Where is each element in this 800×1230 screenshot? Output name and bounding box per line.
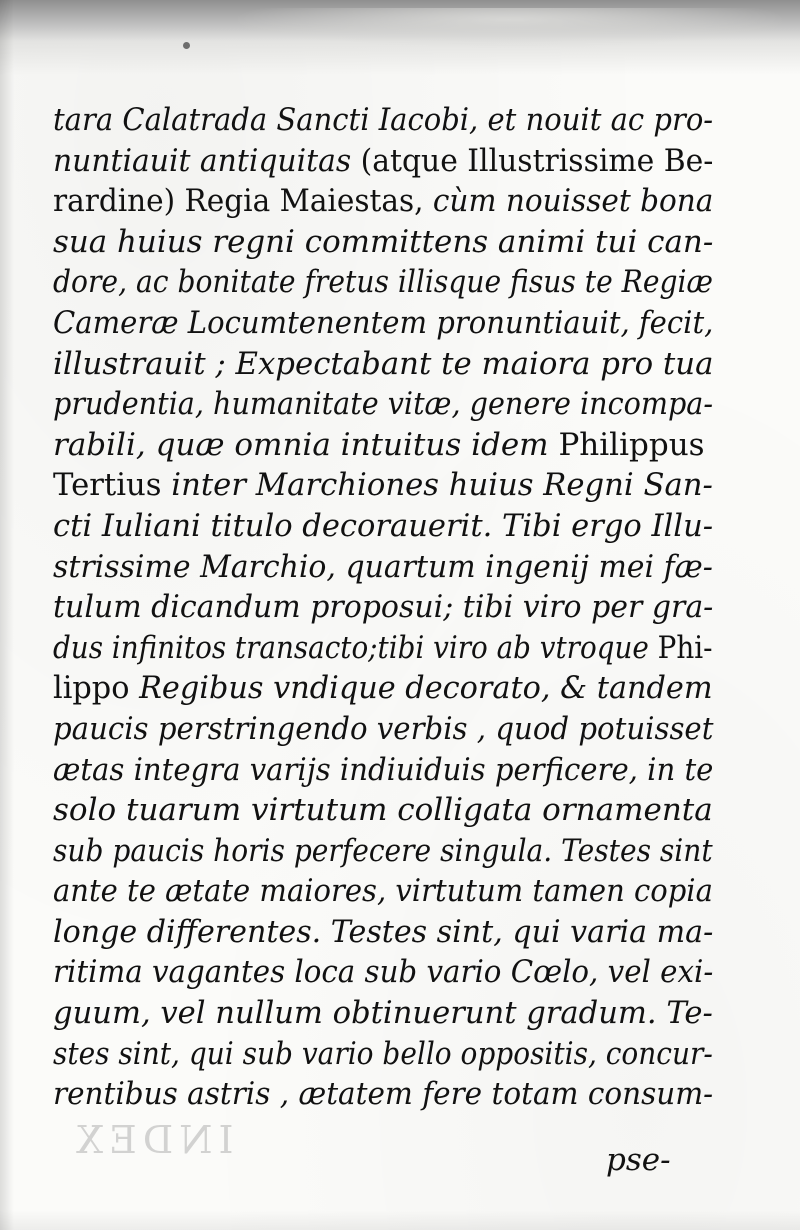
italic-run: inter Marchiones huius Regni San- bbox=[171, 467, 713, 504]
italic-run: strissime Marchio, quartum ingenij mei fæ- bbox=[53, 548, 713, 585]
text-line bbox=[53, 709, 714, 750]
roman-run: Phi- bbox=[657, 629, 713, 666]
text-line bbox=[53, 831, 713, 872]
text-line bbox=[53, 547, 713, 588]
text-line bbox=[53, 750, 714, 791]
roman-run: lippo bbox=[53, 670, 140, 707]
italic-run: stes sint, qui sub vario bello oppositis, concur- bbox=[53, 1035, 713, 1072]
bottom-shadow bbox=[0, 1210, 800, 1230]
text-line bbox=[53, 465, 713, 506]
roman-run: Tertius bbox=[53, 467, 172, 504]
italic-run: tulum dicandum proposui; tibi viro per gra- bbox=[53, 589, 714, 626]
italic-run: paucis perstringendo verbis , quod potuisset bbox=[53, 710, 714, 747]
italic-run: prudentia, humanitate vitæ, genere incompa- bbox=[53, 386, 714, 423]
text-line bbox=[53, 1074, 714, 1115]
text-line bbox=[53, 384, 714, 425]
italic-run: illustrauit ; Expectabant te maiora pro tua bbox=[53, 345, 714, 382]
italic-run: ætas integra varijs indiuiduis perficere, in te bbox=[53, 751, 714, 788]
body-text bbox=[53, 100, 713, 1115]
text-line bbox=[53, 1034, 713, 1075]
text-line bbox=[53, 790, 713, 831]
text-line bbox=[53, 262, 713, 303]
text-line bbox=[53, 303, 714, 344]
text-line bbox=[53, 628, 713, 669]
bleed-through-index: INDEX bbox=[70, 1118, 234, 1162]
italic-run: rentibus astris , ætatem fere totam consum- bbox=[53, 1076, 714, 1113]
italic-run: ritima vagantes loca sub vario Cœlo, vel exi- bbox=[53, 954, 714, 991]
text-line bbox=[53, 222, 714, 263]
text-line bbox=[53, 506, 714, 547]
gutter-shadow bbox=[0, 0, 14, 1230]
paper-tear bbox=[230, 8, 790, 48]
ink-speck bbox=[183, 42, 190, 49]
italic-run: cti Iuliani titulo decorauerit. Tibi ergo Illu- bbox=[53, 507, 714, 544]
text-line bbox=[53, 100, 714, 141]
roman-run: rardine) Regia Maiestas, bbox=[53, 183, 433, 220]
italic-run: longe differentes. Testes sint, qui varia ma- bbox=[53, 913, 714, 950]
italic-run: guum, vel nullum obtinuerunt gradum. Te- bbox=[53, 995, 713, 1032]
text-line bbox=[53, 141, 714, 182]
roman-run: (atque Illustrissime Be- bbox=[351, 142, 714, 179]
text-line bbox=[53, 668, 713, 709]
italic-run: cùm nouisset bona bbox=[432, 183, 714, 220]
text-line bbox=[53, 871, 713, 912]
italic-run: rabili, quæ omnia intuitus idem bbox=[53, 426, 559, 463]
text-line bbox=[53, 587, 714, 628]
italic-run: nuntiauit antiquitas bbox=[53, 142, 352, 179]
text-line bbox=[53, 912, 714, 953]
text-line bbox=[53, 993, 713, 1034]
italic-run: dore, ac bonitate fretus illisque fisus te Regiæ bbox=[53, 264, 713, 301]
italic-run: sua huius regni committens animi tui can- bbox=[53, 223, 714, 260]
italic-run: Regibus vndique decorato, & tandem bbox=[139, 670, 713, 707]
text-line bbox=[53, 344, 714, 385]
italic-run: Cameræ Locumtenentem pronuntiauit, fecit, bbox=[53, 304, 714, 341]
italic-run: sub paucis horis perfecere singula. Testes sint bbox=[53, 832, 713, 869]
italic-run: solo tuarum virtutum colligata ornamenta bbox=[53, 792, 713, 829]
text-line bbox=[53, 181, 714, 222]
italic-run: dus infinitos transacto;tibi viro ab vtroque bbox=[53, 629, 658, 666]
text-line bbox=[53, 952, 714, 993]
italic-run: tara Calatrada Sancti Iacobi, et nouit ac pro- bbox=[53, 102, 714, 138]
roman-run: Philippus bbox=[558, 426, 705, 463]
catchword: pse- bbox=[606, 1142, 671, 1178]
italic-run: ante te ætate maiores, virtutum tamen copia bbox=[53, 873, 713, 910]
text-line bbox=[53, 425, 713, 466]
